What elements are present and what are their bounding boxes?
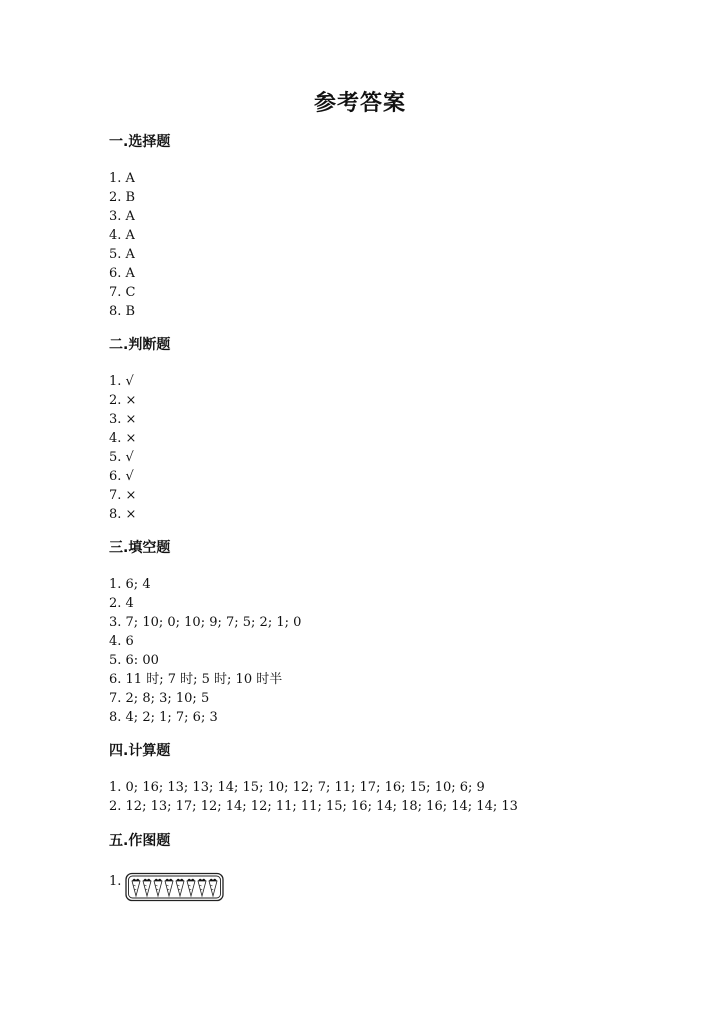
answer-item: 1. A: [109, 171, 135, 186]
carrot-group: [132, 879, 217, 896]
answer-item: 8. B: [109, 304, 136, 319]
answer-item: 7. 2; 8; 3; 10; 5: [109, 691, 210, 706]
answer-item: 3. 7; 10; 0; 10; 9; 7; 5; 2; 1; 0: [109, 615, 302, 630]
answer-item: 2. ×: [109, 393, 137, 408]
answer-item: 5. √: [109, 450, 134, 465]
answer-item: 7. C: [109, 285, 136, 300]
answer-item: 1. 6; 4: [109, 577, 151, 592]
answer-item: 8. ×: [109, 507, 137, 522]
answer-item: 4. ×: [109, 431, 137, 446]
carrot-icon: [198, 879, 206, 896]
section-heading: 四.计算题: [109, 743, 171, 759]
answer-item: 1. 0; 16; 13; 13; 14; 15; 10; 12; 7; 11; 17; 16; 15; 10; 6; 9: [109, 780, 485, 795]
section-fill-blank: [109, 538, 301, 727]
answer-item: 6. 11 时; 7 时; 5 时; 10 时半: [109, 672, 283, 687]
answer-item: 6. A: [109, 266, 135, 281]
carrot-icon: [209, 879, 217, 896]
answer-item: 2. B: [109, 190, 136, 205]
answer-item: 8. 4; 2; 1; 7; 6; 3: [109, 710, 218, 725]
section-judge: [109, 335, 170, 524]
page-title: 参考答案: [313, 90, 406, 116]
section-heading: 一.选择题: [109, 134, 171, 150]
carrot-icon: [187, 879, 195, 896]
carrot-icon: [143, 879, 151, 896]
carrot-icon: [132, 879, 140, 896]
carrot-drawing-image: [125, 872, 225, 902]
section-drawing: [109, 831, 170, 851]
carrot-box-inner-frame: [129, 876, 221, 898]
carrot-icon: [154, 879, 162, 896]
answer-item: 5. A: [109, 247, 135, 262]
answer-item: 2. 12; 13; 17; 12; 14; 12; 11; 11; 15; 16; 14; 18; 16; 14; 14; 13: [109, 799, 518, 814]
answer-item: 4. A: [109, 228, 135, 243]
section-calculation: [109, 741, 518, 816]
answer-item: 1. √: [109, 374, 134, 389]
answer-item: 3. ×: [109, 412, 137, 427]
section-choice: [109, 132, 170, 321]
answer-item: 7. ×: [109, 488, 137, 503]
carrot-icon: [176, 879, 184, 896]
answer-item: 1.: [109, 874, 122, 889]
section-heading: 三.填空题: [109, 540, 171, 556]
answer-item: 4. 6: [109, 634, 134, 649]
carrot-icon: [165, 879, 173, 896]
section-heading: 五.作图题: [109, 833, 171, 849]
answer-item: 3. A: [109, 209, 135, 224]
answer-item: 5. 6: 00: [109, 653, 159, 668]
section-heading: 二.判断题: [109, 337, 171, 353]
answer-item: 2. 4: [109, 596, 134, 611]
answer-item: 6. √: [109, 469, 134, 484]
carrot-box-outer-frame: [126, 874, 223, 901]
